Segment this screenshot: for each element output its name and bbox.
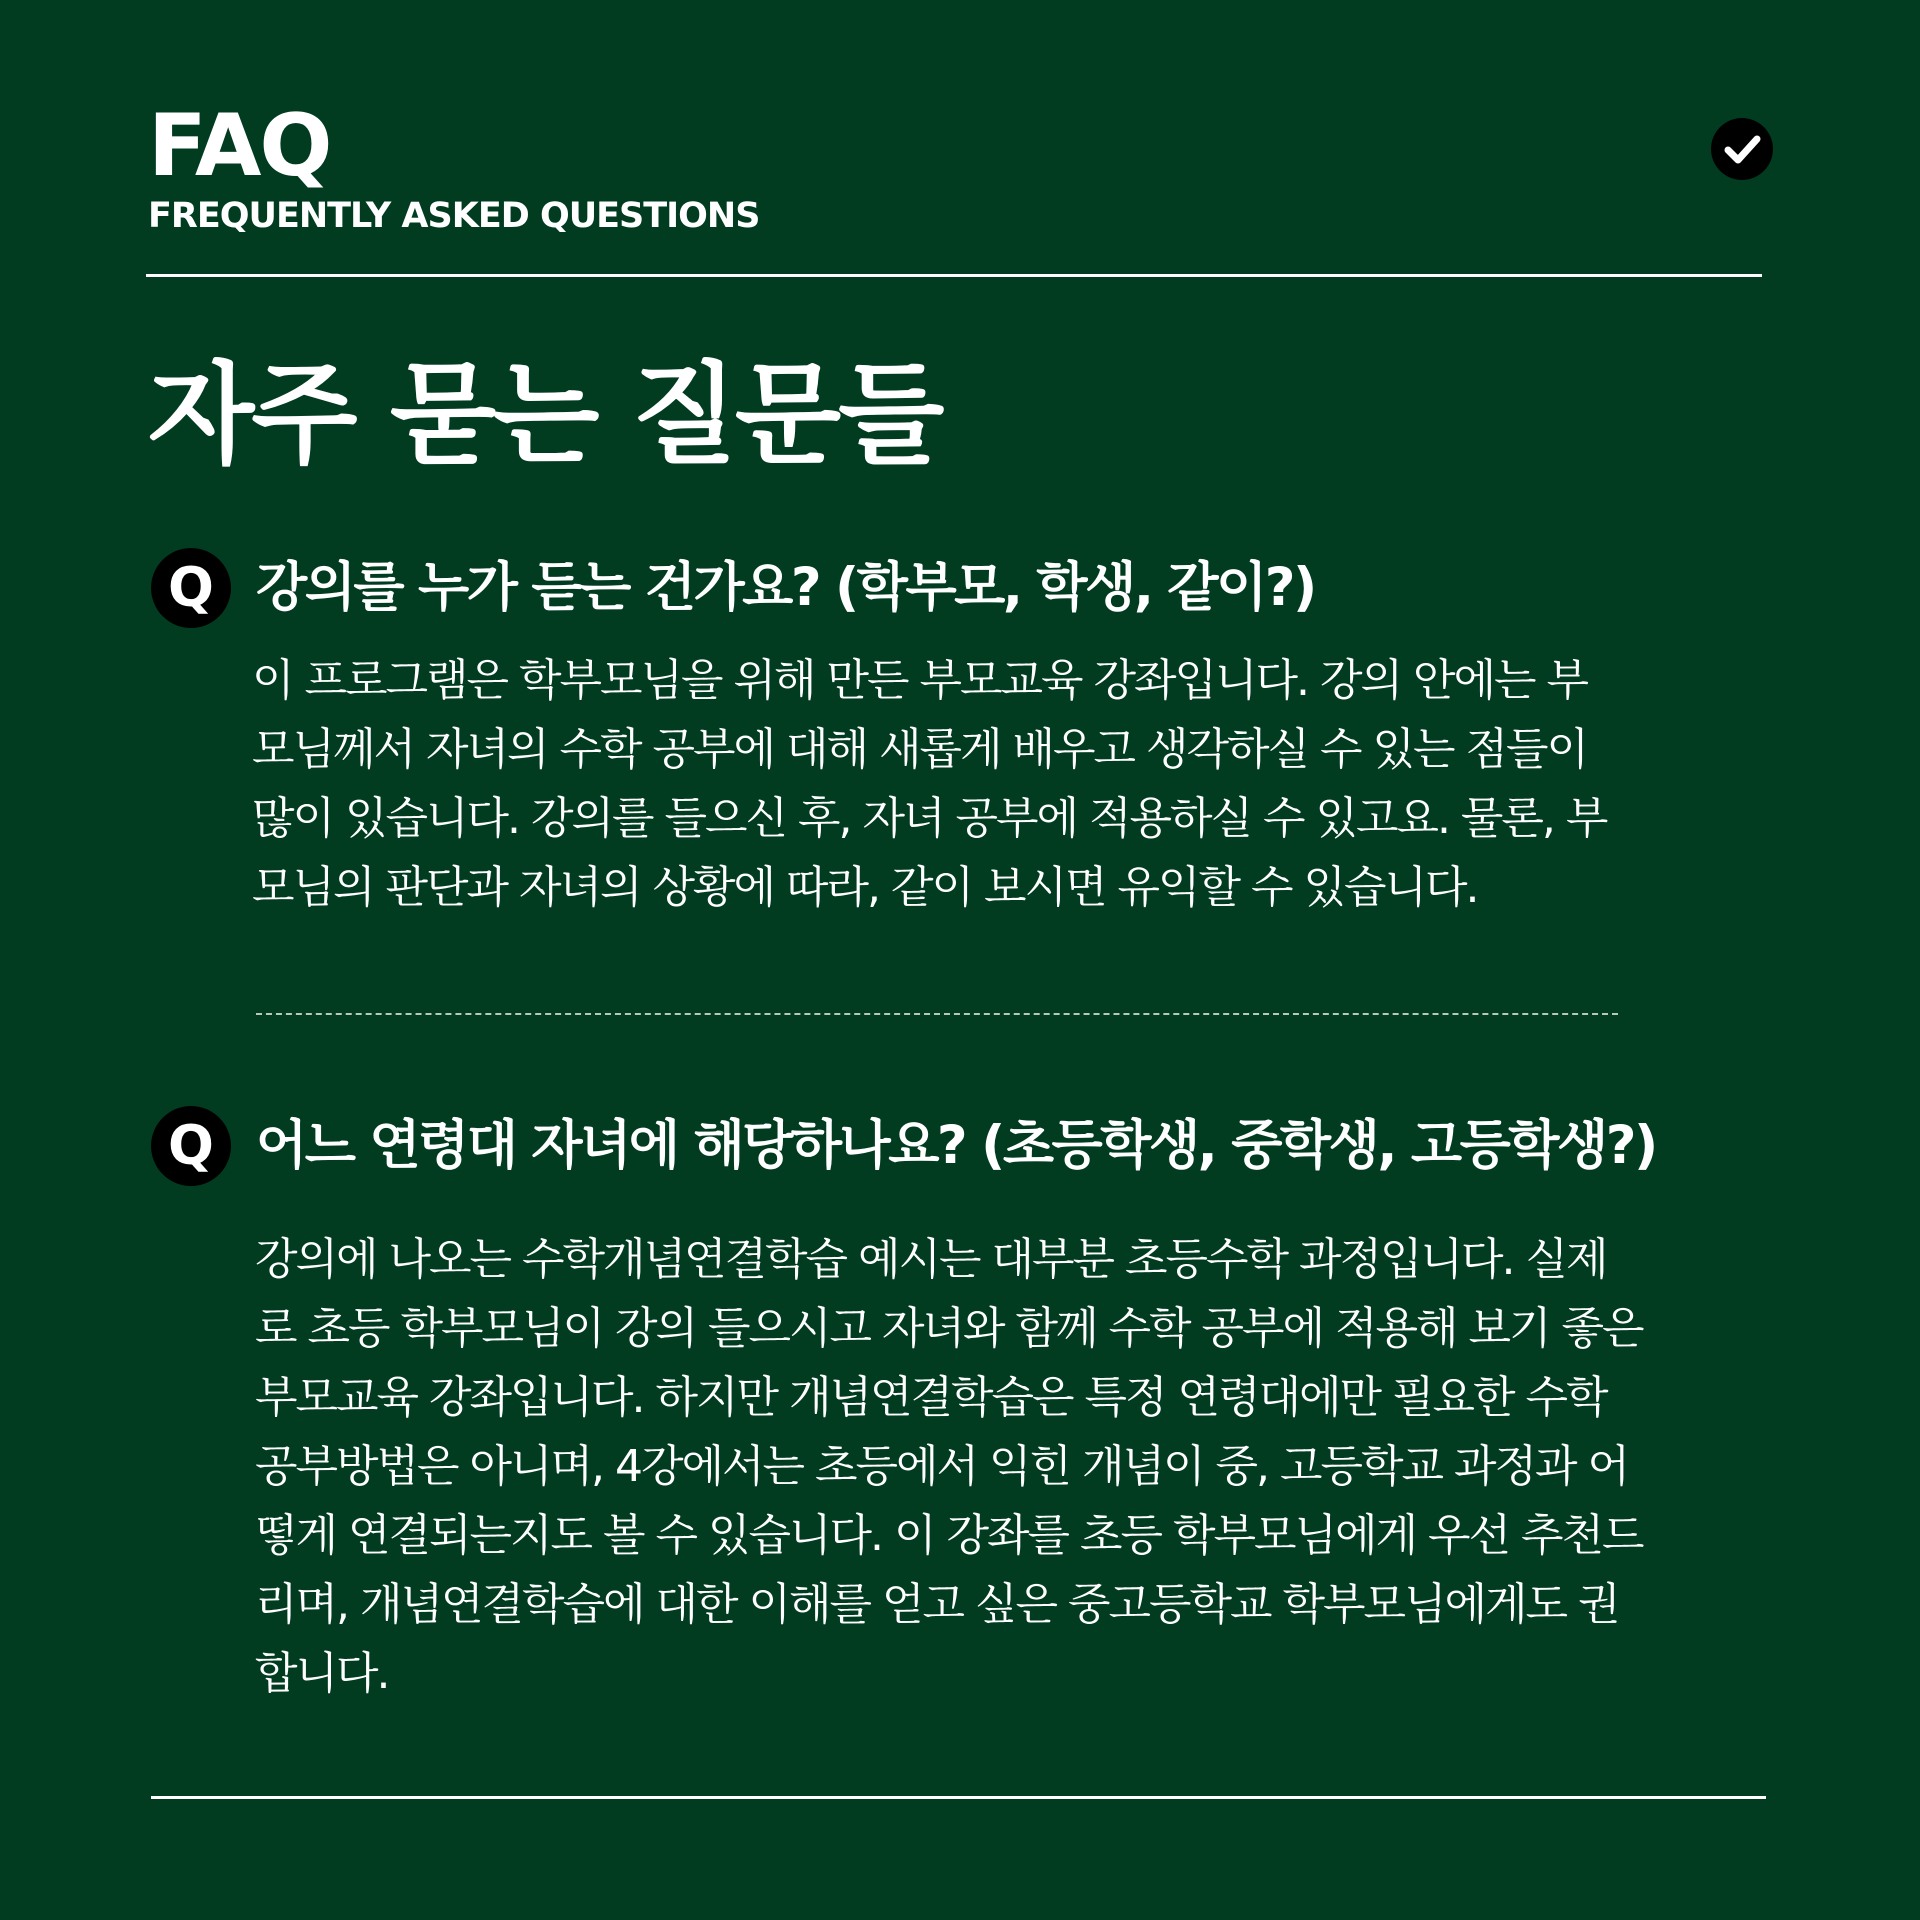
question-marker-1: Q — [151, 548, 231, 628]
question-1: 강의를 누가 듣는 건가요? (학부모, 학생, 같이?) — [256, 557, 1315, 618]
answer-1-line: 이 프로그램은 학부모님을 위해 만든 부모교육 강좌입니다. 강의 안에는 부 — [252, 655, 1587, 706]
answer-1 — [252, 646, 1606, 922]
check-icon — [1711, 118, 1773, 180]
faq-subtitle: FREQUENTLY ASKED QUESTIONS — [148, 196, 760, 236]
answer-2-line: 합니다. — [255, 1648, 389, 1699]
answer-2-line: 리며, 개념연결학습에 대한 이해를 얻고 싶은 중고등학교 학부모님에게도 권 — [255, 1579, 1619, 1630]
faq-title: FAQ — [148, 96, 331, 196]
footer-divider — [151, 1796, 1766, 1799]
answer-2-line: 공부방법은 아니며, 4강에서는 초등에서 익힌 개념이 중, 고등학교 과정과 어 — [255, 1441, 1628, 1492]
page-heading: 자주 묻는 질문들 — [148, 351, 942, 479]
answer-1-line: 모님의 판단과 자녀의 상황에 따라, 같이 보시면 유익할 수 있습니다. — [252, 862, 1478, 913]
faq-separator — [256, 1013, 1618, 1015]
answer-2-line: 강의에 나오는 수학개념연결학습 예시는 대부분 초등수학 과정입니다. 실제 — [255, 1234, 1607, 1285]
answer-2 — [255, 1225, 1642, 1708]
question-marker-2: Q — [151, 1106, 231, 1186]
answer-1-line: 많이 있습니다. 강의를 들으신 후, 자녀 공부에 적용하실 수 있고요. 물론, 부 — [252, 793, 1607, 844]
answer-1-line: 모님께서 자녀의 수학 공부에 대해 새롭게 배우고 생각하실 수 있는 점들이 — [252, 724, 1587, 775]
question-2: 어느 연령대 자녀에 해당하나요? (초등학생, 중학생, 고등학생?) — [256, 1115, 1656, 1176]
answer-2-line: 부모교육 강좌입니다. 하지만 개념연결학습은 특정 연령대에만 필요한 수학 — [255, 1372, 1607, 1423]
answer-2-line: 떻게 연결되는지도 볼 수 있습니다. 이 강좌를 초등 학부모님에게 우선 추천드 — [255, 1510, 1643, 1561]
answer-2-line: 로 초등 학부모님이 강의 들으시고 자녀와 함께 수학 공부에 적용해 보기 좋은 — [255, 1303, 1643, 1354]
header-divider — [146, 274, 1762, 277]
